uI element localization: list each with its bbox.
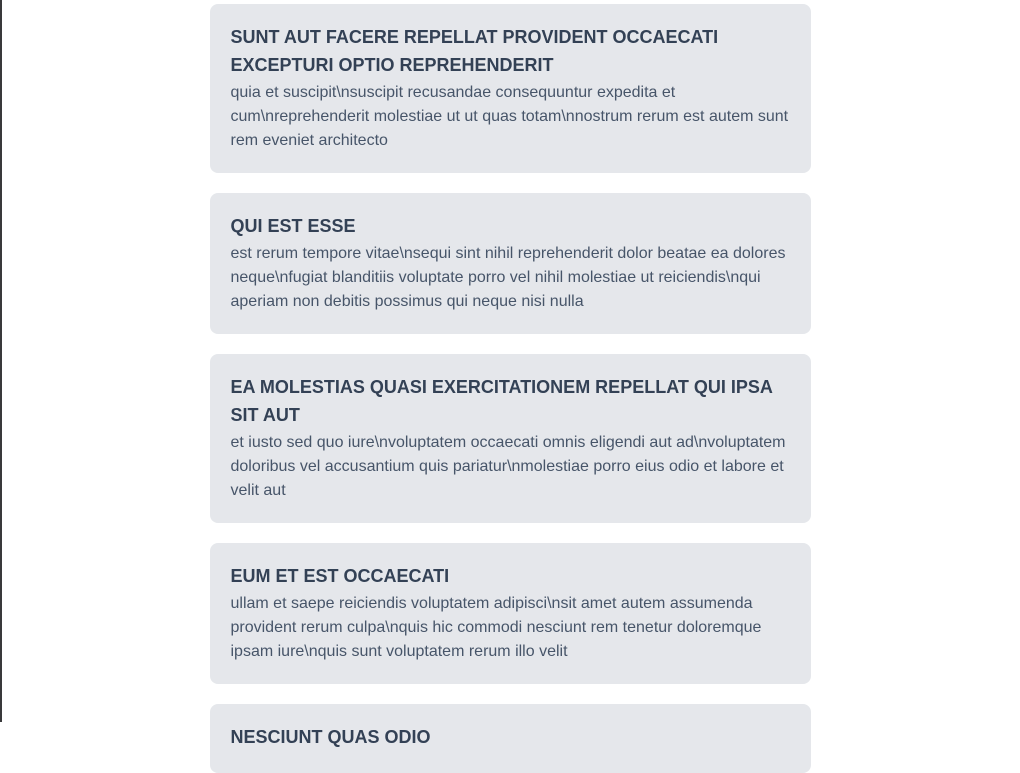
post-title: SUNT AUT FACERE REPELLAT PROVIDENT OCCAECATI EXCEPTURI OPTIO REPREHENDERIT xyxy=(230,27,719,75)
post-title: NESCIUNT QUAS ODIO xyxy=(230,727,431,747)
post-card xyxy=(210,543,811,684)
post-card xyxy=(210,354,811,523)
post-body: et iusto sed quo iure\nvoluptatem occaecati omnis eligendi aut ad\nvoluptatem doloribus vel accusantium quis pariatur\nmolestiae porro eius odio et labore et velit aut xyxy=(230,434,786,499)
post-title: EUM ET EST OCCAECATI xyxy=(230,566,450,586)
post-title: EA MOLESTIAS QUASI EXERCITATIONEM REPELLAT QUI IPSA SIT AUT xyxy=(230,377,773,425)
post-body: quia et suscipit\nsuscipit recusandae consequuntur expedita et cum\nreprehenderit molestiae ut ut quas totam\nnostrum rerum est autem sunt rem eveniet architecto xyxy=(230,84,789,149)
post-card xyxy=(210,4,811,173)
post-card xyxy=(210,704,811,773)
post-body: est rerum tempore vitae\nsequi sint nihil reprehenderit dolor beatae ea dolores neque\nfugiat blanditiis voluptate porro vel nihil molestiae ut reiciendis\nqui aperiam non debitis possimus qui neque nisi nulla xyxy=(230,245,786,310)
post-body: ullam et saepe reiciendis voluptatem adipisci\nsit amet autem assumenda provident rerum culpa\nquis hic commodi nesciunt rem tenetur doloremque ipsam iure\nquis sunt voluptatem rerum illo velit xyxy=(230,595,762,660)
post-list[interactable] xyxy=(210,0,811,773)
window-left-border xyxy=(0,0,2,722)
post-title: QUI EST ESSE xyxy=(230,216,356,236)
post-card xyxy=(210,193,811,334)
